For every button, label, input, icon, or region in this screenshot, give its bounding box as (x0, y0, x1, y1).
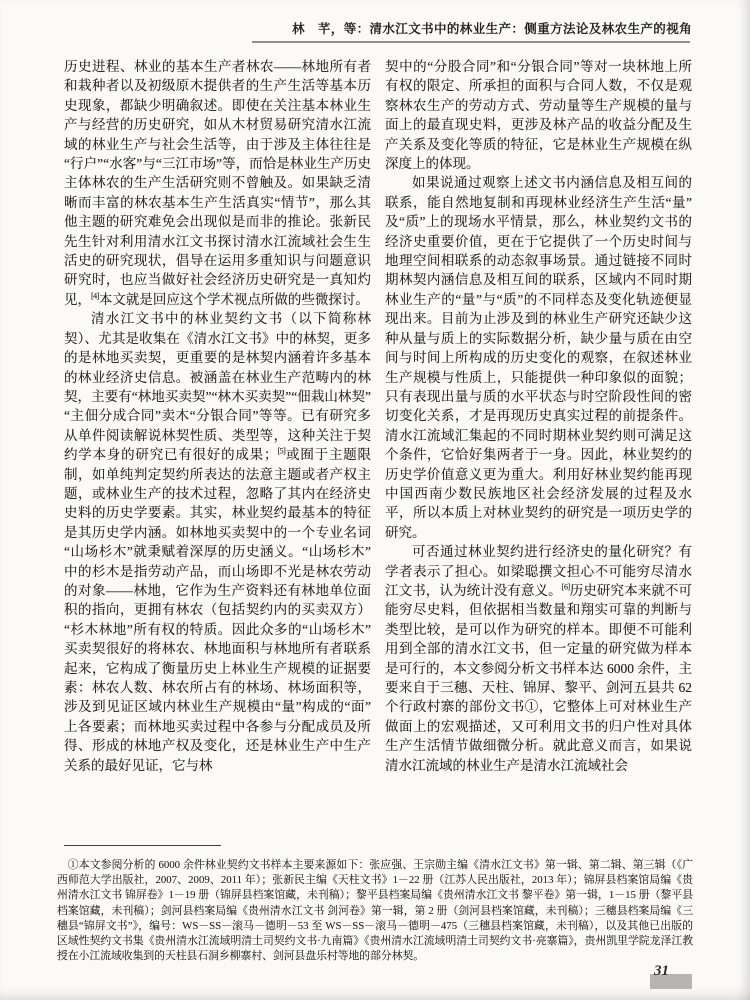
running-title: 林 芊，等：清水江文书中的林业生产：侧重方法论及林农生产的视角 (292, 22, 692, 36)
citation-ref: [4] (91, 291, 99, 301)
text-run: 契中的“分股合同”和“分银合同”等对一块林地上所有权的限定、所承担的面积与合同人数，不仅是观察林农生产的劳动方式、劳动量等生产规模的量与面上的最直现史料，更涉及林产品的收益分配及生产关系及变化等质的特征，它是林业生产规模在纵深度上的体现。 (385, 59, 692, 172)
paragraph (385, 542, 692, 775)
paragraph (385, 173, 692, 542)
body-columns (64, 57, 692, 775)
text-run: 历史进程、林业的基本生产者林农——林地所有者和栽种者以及初级原木提供者的生产生活等基本历史现象，都缺少明确叙述。即使在关注基本林业生产与经营的历史研究，如从木材贸易研究清水江流域的林业生产与社会生活等，由于涉及主体往往是“行户”“水客”与“三江市场”等，而恰是林业生产历史主体林农的生产生活研究则不曾触及。如果缺乏清晰而丰富的林农基本生产生活真实“情节”，那么其他主题的研究难免会出现似是而非的推论。张新民先生针对利用清水江文书探讨清水江流域社会生生活史的研究现状，倡导在运用多重知识与问题意识研究时，也应当做好社会经济历史研究是一真知灼见， (64, 59, 371, 307)
column-left (64, 57, 371, 775)
text-run: 可否通过林业契约进行经济史的量化研究？有学者表示了担心。如梁聪撰文担心不可能穷尽清水江文书，认为统计没有意义。 (385, 544, 692, 598)
page-number: 31 (654, 963, 669, 979)
paragraph (385, 57, 692, 173)
text-run: 本文就是回应这个学术视点所做的些微探讨。 (98, 291, 369, 307)
paragraph (64, 57, 371, 309)
citation-ref: [6] (561, 582, 570, 592)
citation-ref: [5] (277, 446, 286, 456)
text-run: 或囿于主题限制，如单纯判定契约所表达的法意主题或者产权主题，或林业生产的技术过程，忽略了其内在经济史史料的历史学要素。其实，林业契约最基本的特征是其历史学内涵。如林地买卖契中的一个专业名词“山场杉木”就秉赋着深厚的历史涵义。“山场杉木”中的杉木是指劳动产品，而山场即不光是林农劳动的对象——林地，它作为生产资料还有林地单位面积的指向，更拥有林农（包括契约内的买卖双方）“杉木林地”所有权的特质。因此众多的“山场杉木”买卖契很好的将林农、林地面积与林地所有者联系起来，它构成了衡量历史上林业生产规模的证据要素：林农人数、林农所占有的林场、林场面积等，涉及到见证区域内林业生产规模由“量”构成的“面”上各要素；而林地买卖过程中各参与分配成员及所得、形成的林地产权及变化，还是林业生产中生产关系的最好见证，它与林 (64, 447, 372, 773)
footnote-separator (64, 845, 221, 846)
text-run: 如果说通过观察上述文书内涵信息及相互间的联系，能自然地复制和再现林业经济生产生活“量”及“质”上的现场水平情景，那么，林业契约文书的经济史重要价值，更在于它提供了一个历史时间与地理空间相联系的动态叙事场景。通过链接不同时期林契内涵信息及相互间的联系，区域内不同时期林业生产的“量”与“质”的不同样态及变化轨迹便显现出来。目前为止涉及到的林业生产研究还缺少这种从量与质上的实际数据分析，缺少量与质在由空间与时间上所构成的历史变化的观察，在叙述林业生产规模与性质上，只能提供一种印象似的面貌；只有表现出量与质的水平状态与时空阶段性间的密切变化关系，才是再现历史真实过程的前提条件。清水江流域汇集起的不同时期林业契约则可满足这个条件，它恰好集两者于一身。因此，林业契约的历史学价值意义更为重大。利用好林业契约能再现中国西南少数民族地区社会经济发展的过程及水平，所以本质上对林业契约的研究是一项历史学的研究。 (385, 175, 692, 540)
text-run: 清水江文书中的林业契约文书（以下简称林契）、尤其是收集在《清水江文书》中的林契，更多的是林地买卖契，更重要的是林契内涵着许多基本的林业经济史信息。被涵盖在林业生产范畴内的林契，主要有“林地买卖契”“林木买卖契”“佃栽山林契”“主佃分成合同”卖木“分银合同”等等。已有研究多从单件阅读解说林契性质、类型等，这种关注于契约学本身的研究已有很好的成果； (64, 311, 371, 463)
text-run: 历史研究本来就不可能穷尽史料，但依据相当数量和翔实可靠的判断与类型比较，是可以作为研究的样本。即便不可能利用到全部的清水江文书，但一定量的研究做为样本是可行的，本文参阅分析文书样本达 6000 余件，主要来自于三穗、天柱、锦屏、黎平、剑河五县共 62 个行政村寨的部份文书①，它整体上可对林业生产做面上的宏观描述，又可利用文书的归户性对具体生产生活情节做细微分析。就此意义而言，如果说清水江流域的林业生产是清水江流域社会 (385, 582, 693, 773)
header-rule (252, 41, 690, 43)
footnote-text: ①本文参阅分析的 6000 余件林业契约文书样本主要来源如下：张应强、王宗勋主编《清水江文书》第一辑、第二辑、第三辑（《广西师范大学出版社，2007、2009、2011 年）；张新民主编《天柱文书》1－22 册（江苏人民出版社，2013 年）；锦屏县档案馆局编《贵州清水江文书 锦屏卷》1－19 册（锦屏县档案馆藏，未刊稿）；黎平县档案局编《贵州清水江文书 黎平卷》第一辑，1－15 册（黎平县档案馆藏，未刊稿）；剑河县档案局编《贵州清水江文书 剑河卷》第一辑，第 2 册（剑河县档案馆藏，未刊稿）；三穗县档案局编《三穗县“锦屏文书”》，编号：WS－SS－滚马－德明－53 至 WS－SS－滚马－德明－475（三穗县档案馆藏，未刊稿），以及其他已出版的区域性契约文书集《贵州清水江流域明清土司契约文书·九南篇》《贵州清水江流域明清土司契约文书·亮寨篇》，贵州凯里学院龙泽江教授在小江流域收集到的天柱县石洞乡柳寨村、剑河县盘乐村等地的部分林契。 (57, 859, 693, 963)
column-right (385, 57, 692, 775)
paragraph (64, 309, 371, 775)
